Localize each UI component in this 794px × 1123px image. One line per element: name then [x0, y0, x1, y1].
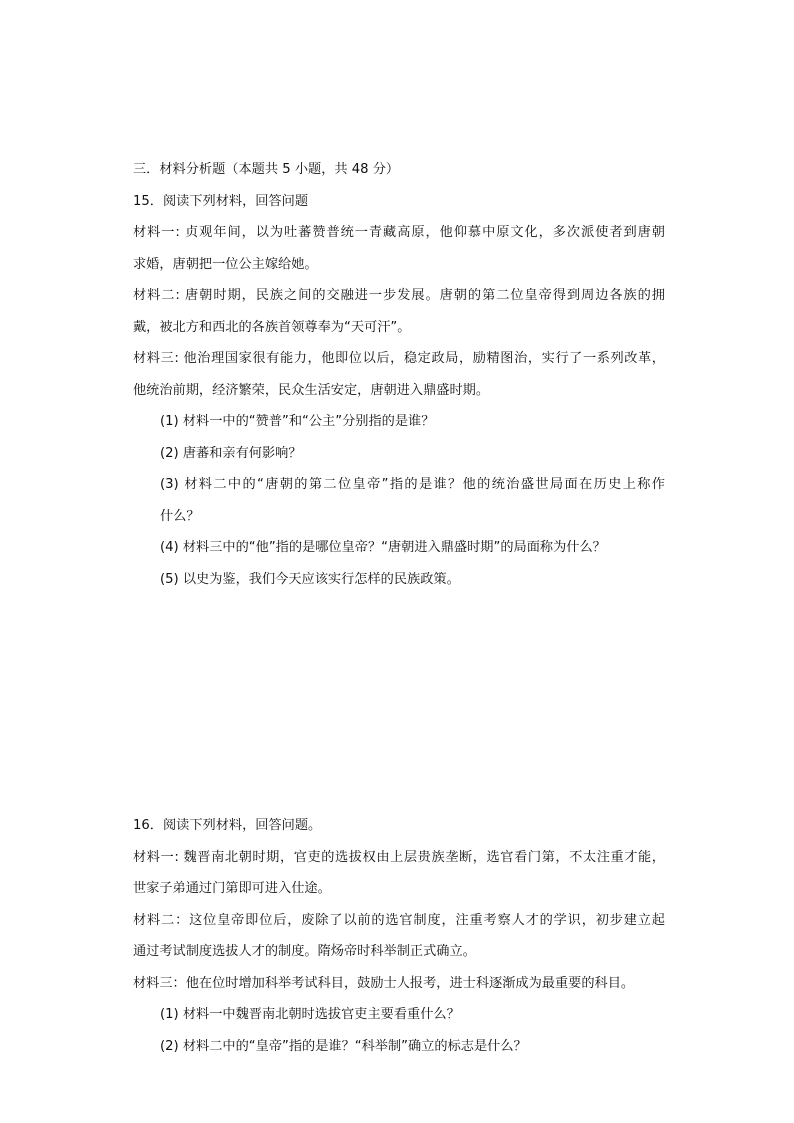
q15-material2-line2: 戴，被北方和西北的各族首领尊奉为“天可汗”。	[133, 319, 411, 335]
q16-subquestion-1: (1) 材料一中魏晋南北朝时选拔官吏主要看重什么？	[160, 1007, 460, 1022]
question-16-block	[133, 810, 665, 1062]
q16-stem: 16．阅读下列材料，回答问题。	[133, 818, 322, 833]
q15-stem: 15．阅读下列材料，回答问题	[133, 193, 309, 209]
q16-material2-line2: 通过考试制度选拔人才的制度。隋炀帝时科举制正式确立。	[133, 944, 476, 959]
q16-material2-line1: 材料二：这位皇帝即位后，废除了以前的选官制度，注重考察人才的学识，初步建立起	[133, 912, 665, 928]
q15-material1-line2: 求婚，唐朝把一位公主嫁给她。	[133, 256, 318, 272]
q16-subquestion-2: (2) 材料二中的“皇帝”指的是谁？“科举制”确立的标志是什么？	[160, 1038, 527, 1054]
question-15-block	[133, 154, 665, 595]
q15-subquestion-4: (4) 材料三中的“他”指的是哪位皇帝？“唐朝进入鼎盛时期”的局面称为什么？	[160, 540, 606, 555]
q15-material3-line2: 他统治前期，经济繁荣，民众生活安定，唐朝进入鼎盛时期。	[133, 382, 490, 398]
q15-subquestion-1: (1) 材料一中的“赞普”和“公主”分别指的是谁？	[160, 414, 435, 429]
q15-subquestion-2: (2) 唐蕃和亲有何影响？	[160, 445, 302, 461]
q15-material1-line1: 材料一: 贞观年间，以为吐蕃赞普统一青藏高原，他仰慕中原文化，多次派使者到唐朝	[133, 225, 665, 240]
q15-material3-line1: 材料三: 他治理国家很有能力，他即位以后，稳定政局，励精图治，实行了一系列改革，	[133, 351, 665, 366]
q16-material1-line2: 世家子弟通过门第即可进入仕途。	[133, 881, 331, 896]
q15-material2-line1: 材料二: 唐朝时期，民族之间的交融进一步发展。唐朝的第二位皇帝得到周边各族的拥	[133, 288, 665, 303]
q16-material1-line1: 材料一: 魏晋南北朝时期，官吏的选拔权由上层贵族垄断，选官看门第，不太注重才能，	[133, 849, 665, 865]
q15-subquestion-3-line1: (3) 材料二中的“唐朝的第二位皇帝”指的是谁？他的统治盛世局面在历史上称作	[160, 477, 665, 492]
q15-subquestion-3-line2: 什么？	[160, 508, 200, 524]
section-heading: 三．材料分析题（本题共 5 小题，共 48 分）	[133, 162, 400, 177]
q15-subquestion-5: (5) 以史为鉴，我们今天应该实行怎样的民族政策。	[160, 571, 460, 587]
q16-material3: 材料三：他在位时增加科举考试科目，鼓励士人报考，进士科逐渐成为最重要的科目。	[133, 975, 635, 991]
